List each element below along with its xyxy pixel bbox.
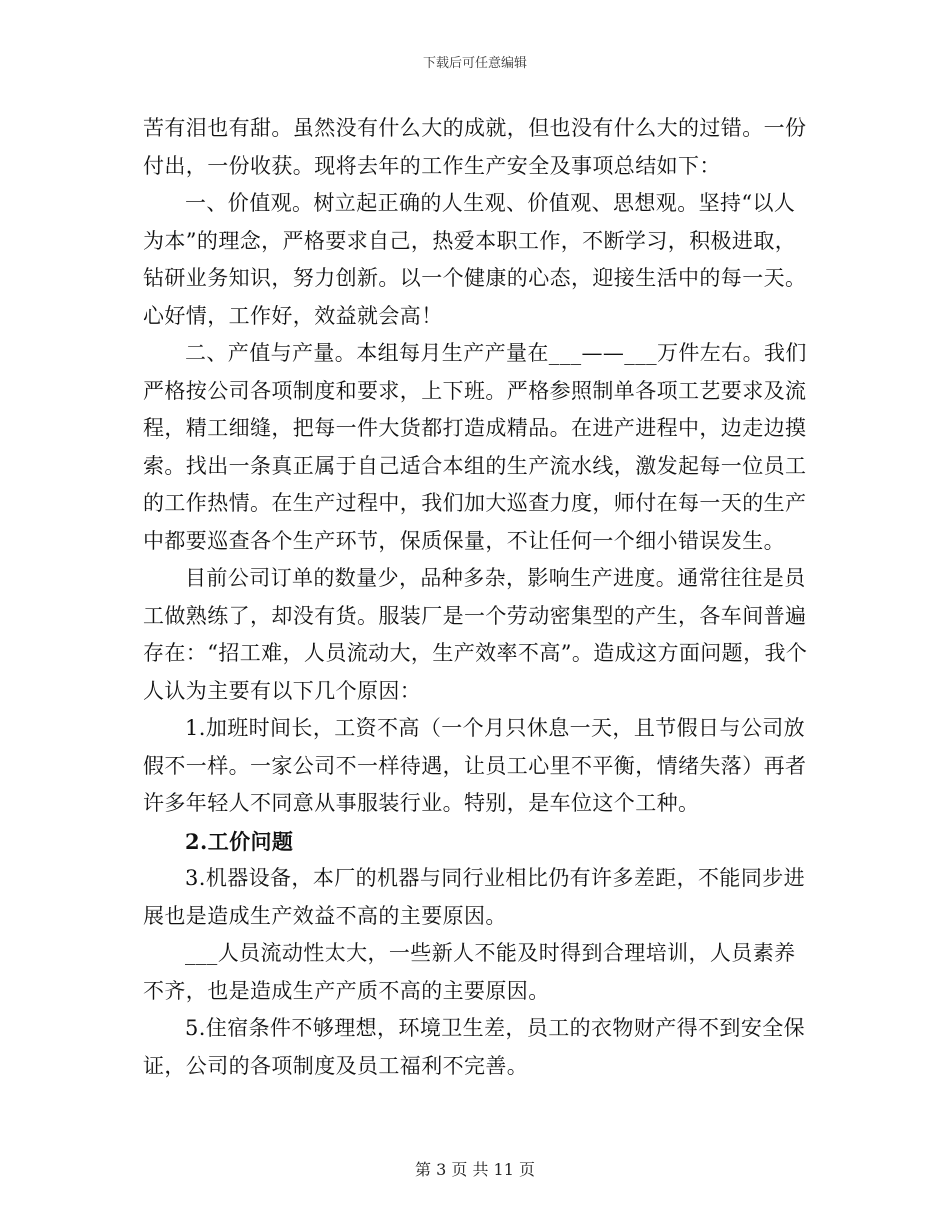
page-footer: 第 3 页 共 11 页 — [415, 1160, 535, 1179]
paragraph-values: 一、价值观。树立起正确的人生观、价值观、思想观。坚持“以人为本”的理念，严格要求自己，热爱本职工作，不断学习，积极进取，钻研业务知识，努力创新。以一个健康的心态，迎接生活中的每一天。心好情，工作好，效益就会高！ — [143, 191, 807, 328]
list-item-turnover: ___人员流动性太大，一些新人不能及时得到合理培训，人员素养不齐，也是造成生产产质不高的主要原因。 — [143, 941, 796, 1003]
list-item-machinery: 3.机器设备，本厂的机器与同行业相比仍有许多差距，不能同步进展也是造成生产效益不高的主要原因。 — [143, 866, 806, 928]
paragraph-intro-continuation: 苦有泪也有甜。虽然没有什么大的成就，但也没有什么大的过错。一份付出，一份收获。现将去年的工作生产安全及事项总结如下： — [143, 116, 807, 178]
list-item-overtime: 1.加班时间长，工资不高（一个月只休息一天，且节假日与公司放假不一样。一家公司不一样待遇，让员工心里不平衡，情绪失落）再者许多年轻人不同意从事服装行业。特别，是车位这个工种。 — [143, 716, 807, 815]
page-header: 下载后可任意编辑 — [422, 56, 527, 71]
document-body — [143, 110, 809, 1085]
paragraph-output: 二、产值与产量。本组每月生产产量在___——___万件左右。我们严格按公司各项制度和要求，上下班。严格参照制单各项工艺要求及流程，精工细缝，把每一件大货都打造成精品。在进产进程中，边走边摸索。找出一条真正属于自己适合本组的生产流水线，激发起每一位员工的工作热情。在生产过程中，我们加大巡查力度，师付在每一天的生产中都要巡查各个生产环节，保质保量，不让任何一个细小错误发生。 — [143, 341, 807, 553]
list-item-wage-heading: 2.工价问题 — [185, 828, 294, 854]
list-item-housing: 5.住宿条件不够理想，环境卫生差，员工的衣物财产得不到安全保证，公司的各项制度及员工福利不完善。 — [143, 1016, 806, 1078]
paragraph-orders: 目前公司订单的数量少，品种多杂，影响生产进度。通常往往是员工做熟练了，却没有货。服装厂是一个劳动密集型的产生，各车间普遍存在：“招工难，人员流动大，生产效率不高”。造成这方面问题，我个人认为主要有以下几个原因： — [143, 566, 808, 703]
